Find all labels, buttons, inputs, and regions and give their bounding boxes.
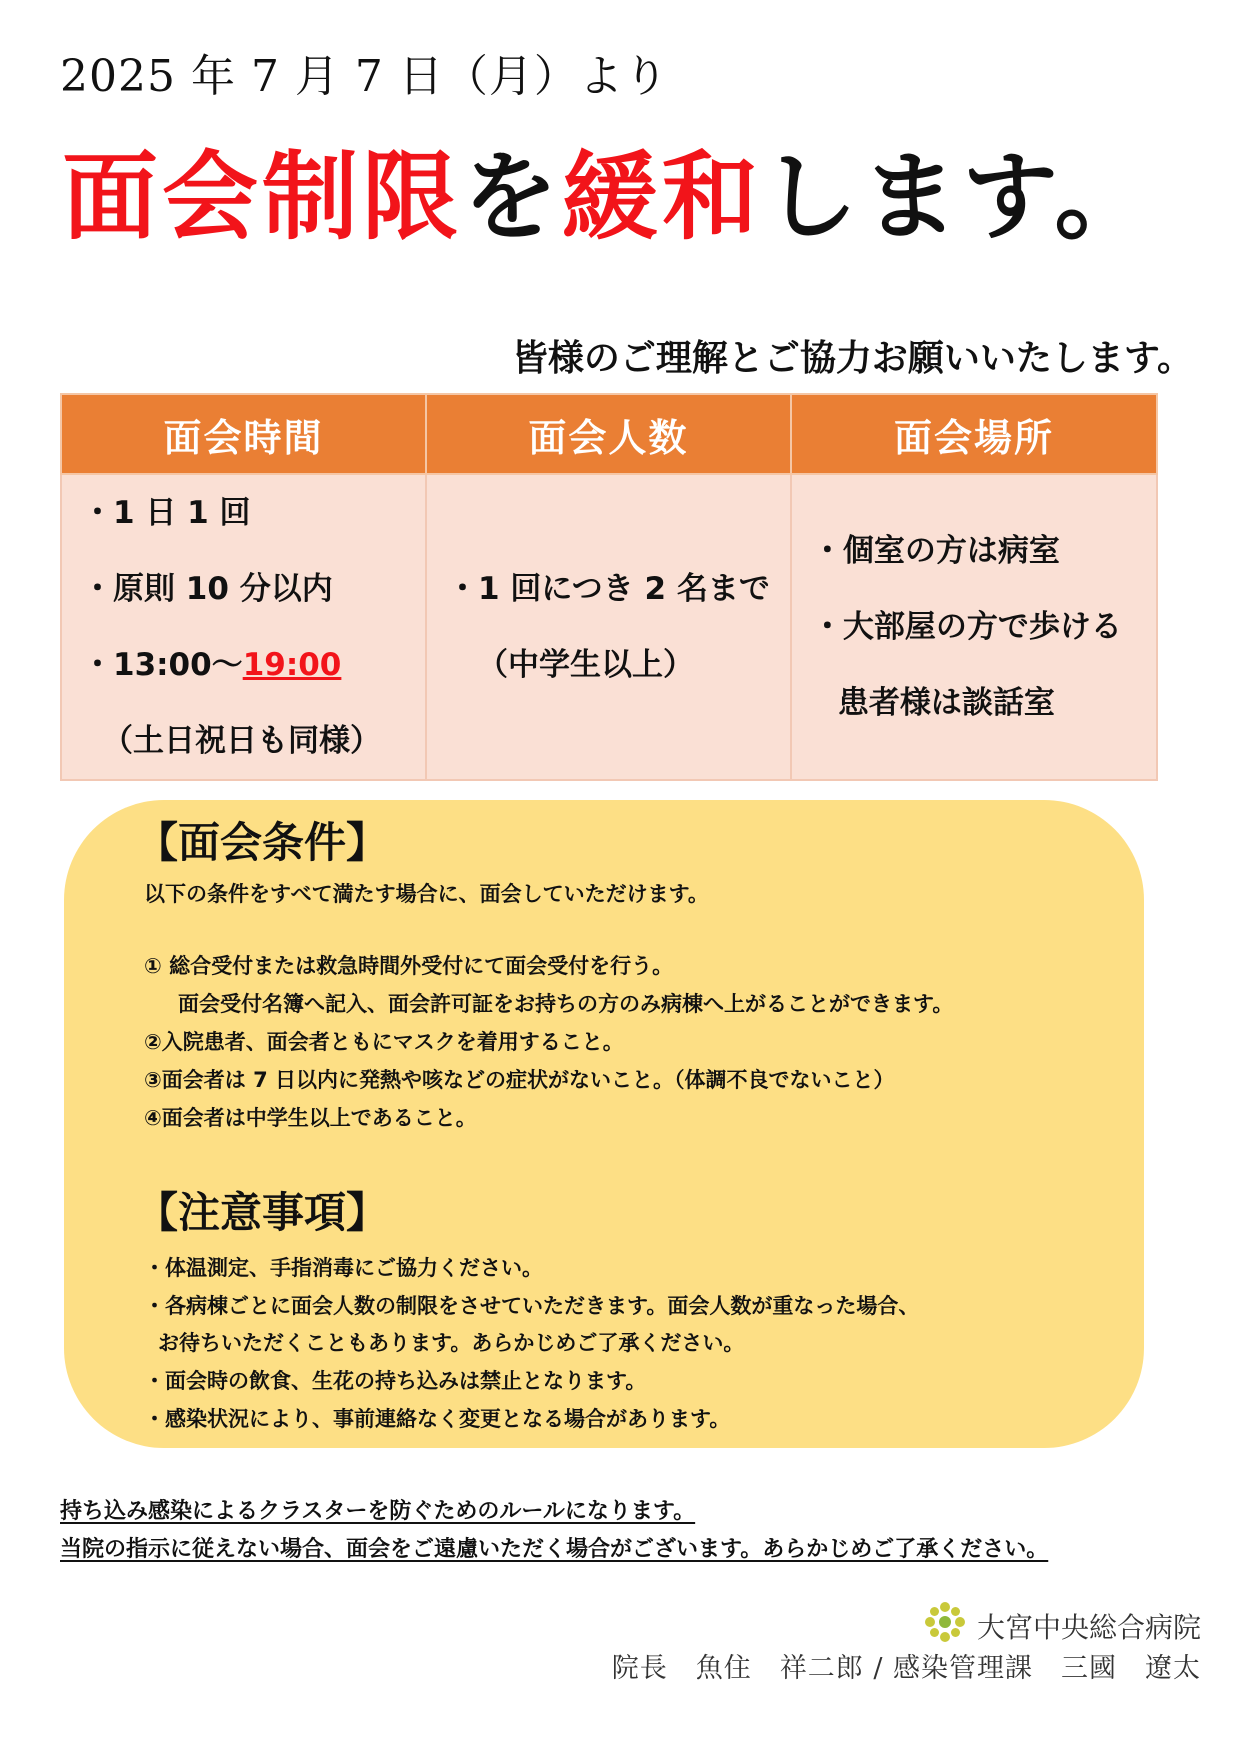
count-line-2: （中学生以上） [476, 647, 694, 683]
time-line-3 [62, 627, 425, 703]
headline-part-2: を [462, 141, 562, 253]
cell-visit-time [61, 474, 426, 780]
condition-item-4: ④面会者は中学生以上であること。 [144, 1106, 477, 1130]
notes-heading: 【注意事項】 [136, 1188, 389, 1237]
time-line-4: （土日祝日も同様） [102, 723, 381, 759]
cooperation-request: 皆様のご理解とご協力お願いいたします。 [511, 338, 1193, 379]
cell-visitor-count [426, 474, 791, 780]
note-item-2-cont: お待ちいただくこともあります。あらかじめご了承ください。 [158, 1331, 745, 1355]
place-line-3: 患者様は談話室 [837, 685, 1055, 721]
table-row [61, 474, 1157, 780]
footer-note-1: 持ち込み感染によるクラスターを防ぐためのルールになります。 [60, 1499, 696, 1524]
note-item-1: ・体温測定、手指消毒にご協力ください。 [144, 1256, 543, 1280]
table-header-row [61, 394, 1157, 474]
conditions-heading: 【面会条件】 [136, 818, 389, 867]
count-line-1: ・1 回につき 2 名まで [446, 571, 770, 607]
place-line-2: ・大部屋の方で歩ける [811, 609, 1122, 645]
condition-item-1-detail: 面会受付名簿へ記入、面会許可証をお持ちの方のみ病棟へ上がることができます。 [178, 992, 954, 1016]
time-range-end: 19:00 [242, 647, 342, 683]
condition-item-2: ②入院患者、面会者ともにマスクを着用すること。 [144, 1030, 624, 1054]
effective-date: 2025 年 7 月 7 日（月）より [60, 51, 669, 102]
hospital-name: 大宮中央総合病院 [976, 1610, 1201, 1644]
headline-part-4: します。 [762, 141, 1155, 253]
visit-info-table [60, 393, 1158, 781]
headline [62, 140, 1154, 255]
condition-item-1: ① 総合受付または救急時間外受付にて面会受付を行う。 [144, 954, 674, 978]
note-item-3: ・面会時の飲食、生花の持ち込みは禁止となります。 [144, 1369, 647, 1393]
note-item-2: ・各病棟ごとに面会人数の制限をさせていただきます。面会人数が重なった場合、 [144, 1294, 920, 1318]
header-visit-time: 面会時間 [61, 394, 426, 474]
footer-note-2: 当院の指示に従えない場合、面会をご遠慮いただく場合がございます。あらかじめご了承ください。 [60, 1537, 1049, 1562]
place-line-1: ・個室の方は病室 [811, 533, 1060, 569]
conditions-box [64, 800, 1144, 1448]
signers: 院長 魚住 祥二郎 / 感染管理課 三國 遼太 [611, 1653, 1201, 1684]
headline-part-3: 緩和 [562, 141, 762, 253]
hospital-signature [923, 1600, 1201, 1651]
time-line-1: ・1 日 1 回 [82, 495, 251, 531]
conditions-intro: 以下の条件をすべて満たす場合に、面会していただけます。 [144, 882, 709, 906]
time-line-2: ・原則 10 分以内 [82, 571, 333, 607]
cell-visit-place [791, 474, 1157, 780]
flower-logo-icon [923, 1600, 967, 1651]
header-visit-place: 面会場所 [791, 394, 1157, 474]
time-range-start: ・13:00～ [82, 647, 243, 683]
headline-part-1: 面会制限 [62, 141, 462, 253]
condition-item-3: ③面会者は 7 日以内に発熱や咳などの症状がないこと。（体調不良でないこと） [144, 1068, 895, 1092]
note-item-4: ・感染状況により、事前連絡なく変更となる場合があります。 [144, 1407, 731, 1431]
header-visitor-count: 面会人数 [426, 394, 791, 474]
